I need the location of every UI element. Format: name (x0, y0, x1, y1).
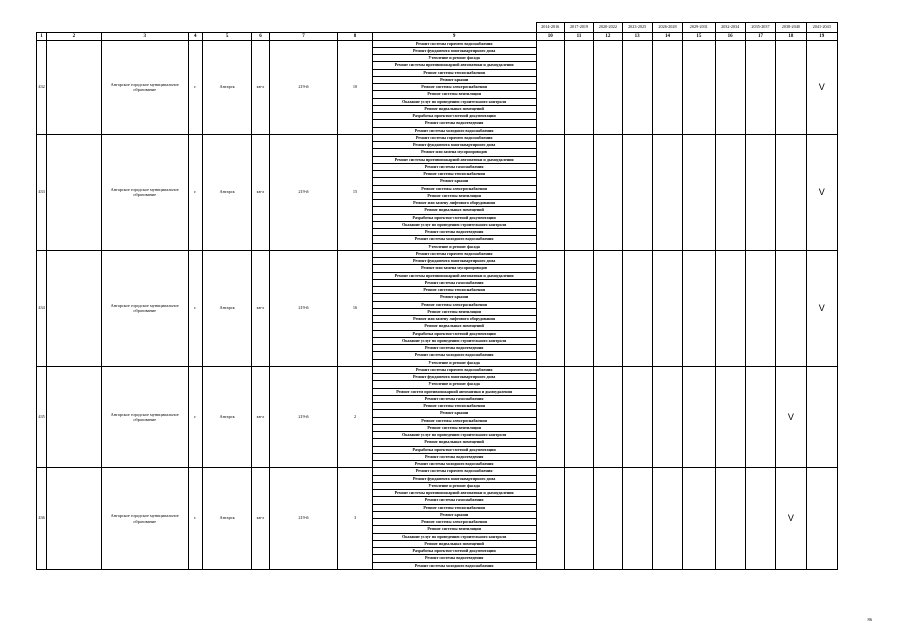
work-type-cell: Ремонт подвальных помещений (372, 323, 536, 330)
work-type-cell: Ремонт фундамента многоквартирного дома (372, 142, 536, 149)
work-type-cell: Ремонт системы противопожарной автоматики и дымоудаления (372, 62, 536, 69)
empty-cell (47, 40, 102, 134)
quarter-cell: 219-й (269, 366, 338, 468)
empty-cell (47, 366, 102, 468)
column-number: 2 (47, 33, 102, 41)
work-type-cell: Оказание услуг по проведению строительного контроля (372, 533, 536, 540)
period-cell (745, 250, 775, 366)
period-cell (594, 366, 622, 468)
period-cell (715, 366, 745, 468)
period-cell (594, 40, 622, 134)
quarter-cell: 219-й (269, 40, 338, 134)
work-type-cell: Утепление и ремонт фасада (372, 359, 536, 366)
settlement-type-cell: г. (188, 134, 202, 250)
work-row (37, 468, 838, 475)
header-blank-cell (101, 23, 188, 33)
column-number: 5 (202, 33, 252, 41)
work-type-cell: Ремонт крыши (372, 76, 536, 83)
header-blank-cell (37, 23, 47, 33)
work-type-cell: Ремонт системы вентиляции (372, 308, 536, 315)
period-cell (652, 134, 682, 250)
column-number: 12 (594, 33, 622, 41)
period-cell (536, 40, 564, 134)
period-cell (745, 468, 775, 570)
period-header: 2038-2040 (776, 23, 806, 33)
city-cell: Ангарск (202, 366, 252, 468)
house-number-cell: 435 (37, 366, 47, 468)
settlement-type-cell: г. (188, 40, 202, 134)
settlement-type-cell: г. (188, 366, 202, 468)
header-blank-cell (188, 23, 202, 33)
work-type-cell: Ремонт системы вентиляции (372, 91, 536, 98)
work-type-cell: Оказание услуг по проведению строительного контроля (372, 98, 536, 105)
period-mark-cell: V (806, 40, 838, 134)
work-type-cell: Разработка проектно-сметной документации (372, 214, 536, 221)
municipality-cell: Ангарское городское муниципальное образование (101, 134, 188, 250)
city-cell: Ангарск (202, 250, 252, 366)
period-cell (564, 134, 593, 250)
period-cell (776, 134, 806, 250)
municipality-cell: Ангарское городское муниципальное образование (101, 250, 188, 366)
column-number: 19 (806, 33, 838, 41)
work-type-cell: Ремонт системы газоснабжения (372, 163, 536, 170)
period-cell (536, 468, 564, 570)
period-cell (806, 468, 838, 570)
work-type-cell: Ремонт системы теплоснабжения (372, 403, 536, 410)
work-type-cell: Ремонт системы газоснабжения (372, 395, 536, 402)
period-header: 2041-2043 (806, 23, 838, 33)
work-type-cell: Ремонт подвальных помещений (372, 105, 536, 112)
period-cell (715, 134, 745, 250)
work-type-cell: Ремонт системы электроснабжения (372, 519, 536, 526)
work-type-cell: Ремонт систем противопожарной автоматики и дымоудаления (372, 388, 536, 395)
street-type-cell: кв-л (252, 134, 269, 250)
period-cell (715, 250, 745, 366)
period-cell (745, 366, 775, 468)
street-type-cell: кв-л (252, 40, 269, 134)
work-type-cell: Ремонт фундамента многоквартирного дома (372, 475, 536, 482)
period-cell (683, 468, 715, 570)
period-cell (564, 468, 593, 570)
work-type-cell: Ремонт системы теплоснабжения (372, 171, 536, 178)
period-header: 2029-2031 (683, 23, 715, 33)
work-type-cell: Ремонт системы холодного водоснабжения (372, 352, 536, 359)
work-type-cell: Ремонт системы холодного водоснабжения (372, 127, 536, 134)
street-type-cell: кв-л (252, 250, 269, 366)
period-cell (652, 250, 682, 366)
work-type-cell: Ремонт подвальных помещений (372, 540, 536, 547)
street-type-cell: кв-л (252, 366, 269, 468)
work-type-cell: Ремонт системы горячего водоснабжения (372, 366, 536, 373)
period-cell (776, 40, 806, 134)
house-number-cell: 436 (37, 468, 47, 570)
period-cell (564, 40, 593, 134)
work-type-cell: Утепление и ремонт фасада (372, 55, 536, 62)
work-type-cell: Ремонт системы теплоснабжения (372, 504, 536, 511)
work-type-cell: Ремонт системы газоснабжения (372, 279, 536, 286)
period-cell (622, 468, 652, 570)
empty-cell (47, 250, 102, 366)
work-type-cell: Ремонт системы водоотведения (372, 120, 536, 127)
period-header: 2026-2028 (652, 23, 682, 33)
settlement-type-cell: г. (188, 468, 202, 570)
work-type-cell: Ремонт фундамента многоквартирного дома (372, 47, 536, 54)
work-type-cell: Ремонт системы водоотведения (372, 229, 536, 236)
work-type-cell: Оказание услуг по проведению строительного контроля (372, 221, 536, 228)
header-blank-cell (47, 23, 102, 33)
period-cell (622, 134, 652, 250)
period-cell (683, 250, 715, 366)
work-type-cell: Ремонт крыши (372, 511, 536, 518)
period-cell (622, 250, 652, 366)
work-type-cell: Ремонт или замена мусоропроводов (372, 265, 536, 272)
period-cell (536, 134, 564, 250)
period-cell (745, 134, 775, 250)
period-cell (776, 250, 806, 366)
work-type-cell: Ремонт системы противопожарной автоматики и дымоудаления (372, 490, 536, 497)
work-type-cell: Разработка проектно-сметной документации (372, 330, 536, 337)
settlement-type-cell: г. (188, 250, 202, 366)
repair-schedule-table (36, 22, 838, 570)
street-type-cell: кв-л (252, 468, 269, 570)
column-number: 16 (715, 33, 745, 41)
period-mark-cell: V (776, 366, 806, 468)
period-header: 2014-2016 (536, 23, 564, 33)
building-number-cell: 16 (338, 250, 372, 366)
period-cell (622, 40, 652, 134)
column-number: 4 (188, 33, 202, 41)
work-row (37, 250, 838, 257)
column-number: 15 (683, 33, 715, 41)
house-number-cell: 432 (37, 40, 47, 134)
period-header-row (37, 23, 838, 33)
work-type-cell: Ремонт системы вентиляции (372, 526, 536, 533)
work-type-cell: Ремонт системы электроснабжения (372, 417, 536, 424)
header-blank-cell (202, 23, 252, 33)
work-type-cell: Ремонт системы вентиляции (372, 424, 536, 431)
work-type-cell: Ремонт системы электроснабжения (372, 301, 536, 308)
work-type-cell: Оказание услуг по проведению строительного контроля (372, 337, 536, 344)
work-type-cell: Ремонт или замена мусоропроводов (372, 149, 536, 156)
column-number: 7 (269, 33, 338, 41)
work-type-cell: Ремонт подвальных помещений (372, 439, 536, 446)
document-sheet (36, 22, 838, 570)
period-cell (622, 366, 652, 468)
period-cell (715, 40, 745, 134)
work-type-cell: Ремонт крыши (372, 410, 536, 417)
work-row (37, 134, 838, 141)
work-type-cell: Ремонт крыши (372, 178, 536, 185)
period-cell (564, 250, 593, 366)
building-number-cell: 2 (338, 366, 372, 468)
column-number: 3 (101, 33, 188, 41)
column-number: 10 (536, 33, 564, 41)
header-blank-cell (372, 23, 536, 33)
column-number: 14 (652, 33, 682, 41)
building-number-cell: 10 (338, 40, 372, 134)
work-type-cell: Ремонт системы водоотведения (372, 555, 536, 562)
work-type-cell: Ремонт системы водоотведения (372, 453, 536, 460)
period-cell (652, 40, 682, 134)
work-type-cell: Ремонт системы горячего водоснабжения (372, 40, 536, 47)
work-type-cell: Ремонт системы горячего водоснабжения (372, 468, 536, 475)
work-type-cell: Ремонт системы теплоснабжения (372, 287, 536, 294)
city-cell: Ангарск (202, 40, 252, 134)
empty-cell (47, 134, 102, 250)
work-type-cell: Ремонт системы водоотведения (372, 345, 536, 352)
column-number: 1 (37, 33, 47, 41)
city-cell: Ангарск (202, 468, 252, 570)
work-type-cell: Оказание услуг по проведению строительного контроля (372, 432, 536, 439)
work-type-cell: Ремонт подвальных помещений (372, 207, 536, 214)
period-cell (683, 134, 715, 250)
column-number: 13 (622, 33, 652, 41)
municipality-cell: Ангарское городское муниципальное образование (101, 366, 188, 468)
period-cell (594, 250, 622, 366)
period-cell (652, 366, 682, 468)
work-type-cell: Ремонт системы холодного водоснабжения (372, 562, 536, 569)
building-number-cell: 15 (338, 134, 372, 250)
work-type-cell: Ремонт системы электроснабжения (372, 84, 536, 91)
work-type-cell: Ремонт или замену лифтового оборудования (372, 316, 536, 323)
municipality-cell: Ангарское городское муниципальное образование (101, 40, 188, 134)
period-cell (536, 366, 564, 468)
work-type-cell: Ремонт системы вентиляции (372, 192, 536, 199)
work-type-cell: Утепление и ремонт фасада (372, 482, 536, 489)
work-type-cell: Ремонт фундамента многоквартирного дома (372, 374, 536, 381)
column-number: 11 (564, 33, 593, 41)
period-cell (806, 366, 838, 468)
period-cell (652, 468, 682, 570)
work-type-cell: Разработка проектно-сметной документации (372, 446, 536, 453)
work-type-cell: Ремонт крыши (372, 294, 536, 301)
period-header: 2023-2025 (622, 23, 652, 33)
period-mark-cell: V (776, 468, 806, 570)
period-header: 2017-2019 (564, 23, 593, 33)
period-header: 2032-2034 (715, 23, 745, 33)
work-type-cell: Ремонт системы теплоснабжения (372, 69, 536, 76)
column-number-row (37, 33, 838, 41)
column-number: 6 (252, 33, 269, 41)
work-type-cell: Ремонт фундамента многоквартирного дома (372, 258, 536, 265)
city-cell: Ангарск (202, 134, 252, 250)
house-number-cell: 434 (37, 250, 47, 366)
header-blank-cell (338, 23, 372, 33)
work-type-cell: Ремонт системы противопожарной автоматики и дымоудаления (372, 272, 536, 279)
building-number-cell: 3 (338, 468, 372, 570)
work-type-cell: Ремонт системы горячего водоснабжения (372, 250, 536, 257)
municipality-cell: Ангарское городское муниципальное образование (101, 468, 188, 570)
period-mark-cell: V (806, 250, 838, 366)
quarter-cell: 219-й (269, 468, 338, 570)
work-type-cell: Ремонт системы холодного водоснабжения (372, 236, 536, 243)
work-type-cell: Ремонт системы электроснабжения (372, 185, 536, 192)
period-cell (564, 366, 593, 468)
work-type-cell: Утепление и ремонт фасада (372, 243, 536, 250)
period-header: 2035-2037 (745, 23, 775, 33)
column-number: 8 (338, 33, 372, 41)
period-cell (683, 40, 715, 134)
period-cell (715, 468, 745, 570)
work-type-cell: Ремонт системы противопожарной автоматики и дымоудаления (372, 156, 536, 163)
work-row (37, 366, 838, 373)
work-type-cell: Ремонт системы холодного водоснабжения (372, 461, 536, 468)
work-type-cell: Разработка проектно-сметной документации (372, 548, 536, 555)
column-number: 18 (776, 33, 806, 41)
period-header: 2020-2022 (594, 23, 622, 33)
column-number: 9 (372, 33, 536, 41)
quarter-cell: 219-й (269, 250, 338, 366)
work-type-cell: Разработка проектно-сметной документации (372, 113, 536, 120)
work-type-cell: Ремонт системы газоснабжения (372, 497, 536, 504)
column-number: 17 (745, 33, 775, 41)
empty-cell (47, 468, 102, 570)
header-blank-cell (252, 23, 269, 33)
work-type-cell: Ремонт системы горячего водоснабжения (372, 134, 536, 141)
period-cell (745, 40, 775, 134)
work-row (37, 40, 838, 47)
period-cell (594, 468, 622, 570)
work-type-cell: Утепление и ремонт фасада (372, 381, 536, 388)
period-cell (594, 134, 622, 250)
page-number: 86 (867, 617, 872, 622)
header-blank-cell (269, 23, 338, 33)
period-mark-cell: V (806, 134, 838, 250)
period-cell (683, 366, 715, 468)
house-number-cell: 433 (37, 134, 47, 250)
work-type-cell: Ремонт или замену лифтового оборудования (372, 200, 536, 207)
quarter-cell: 219-й (269, 134, 338, 250)
period-cell (536, 250, 564, 366)
